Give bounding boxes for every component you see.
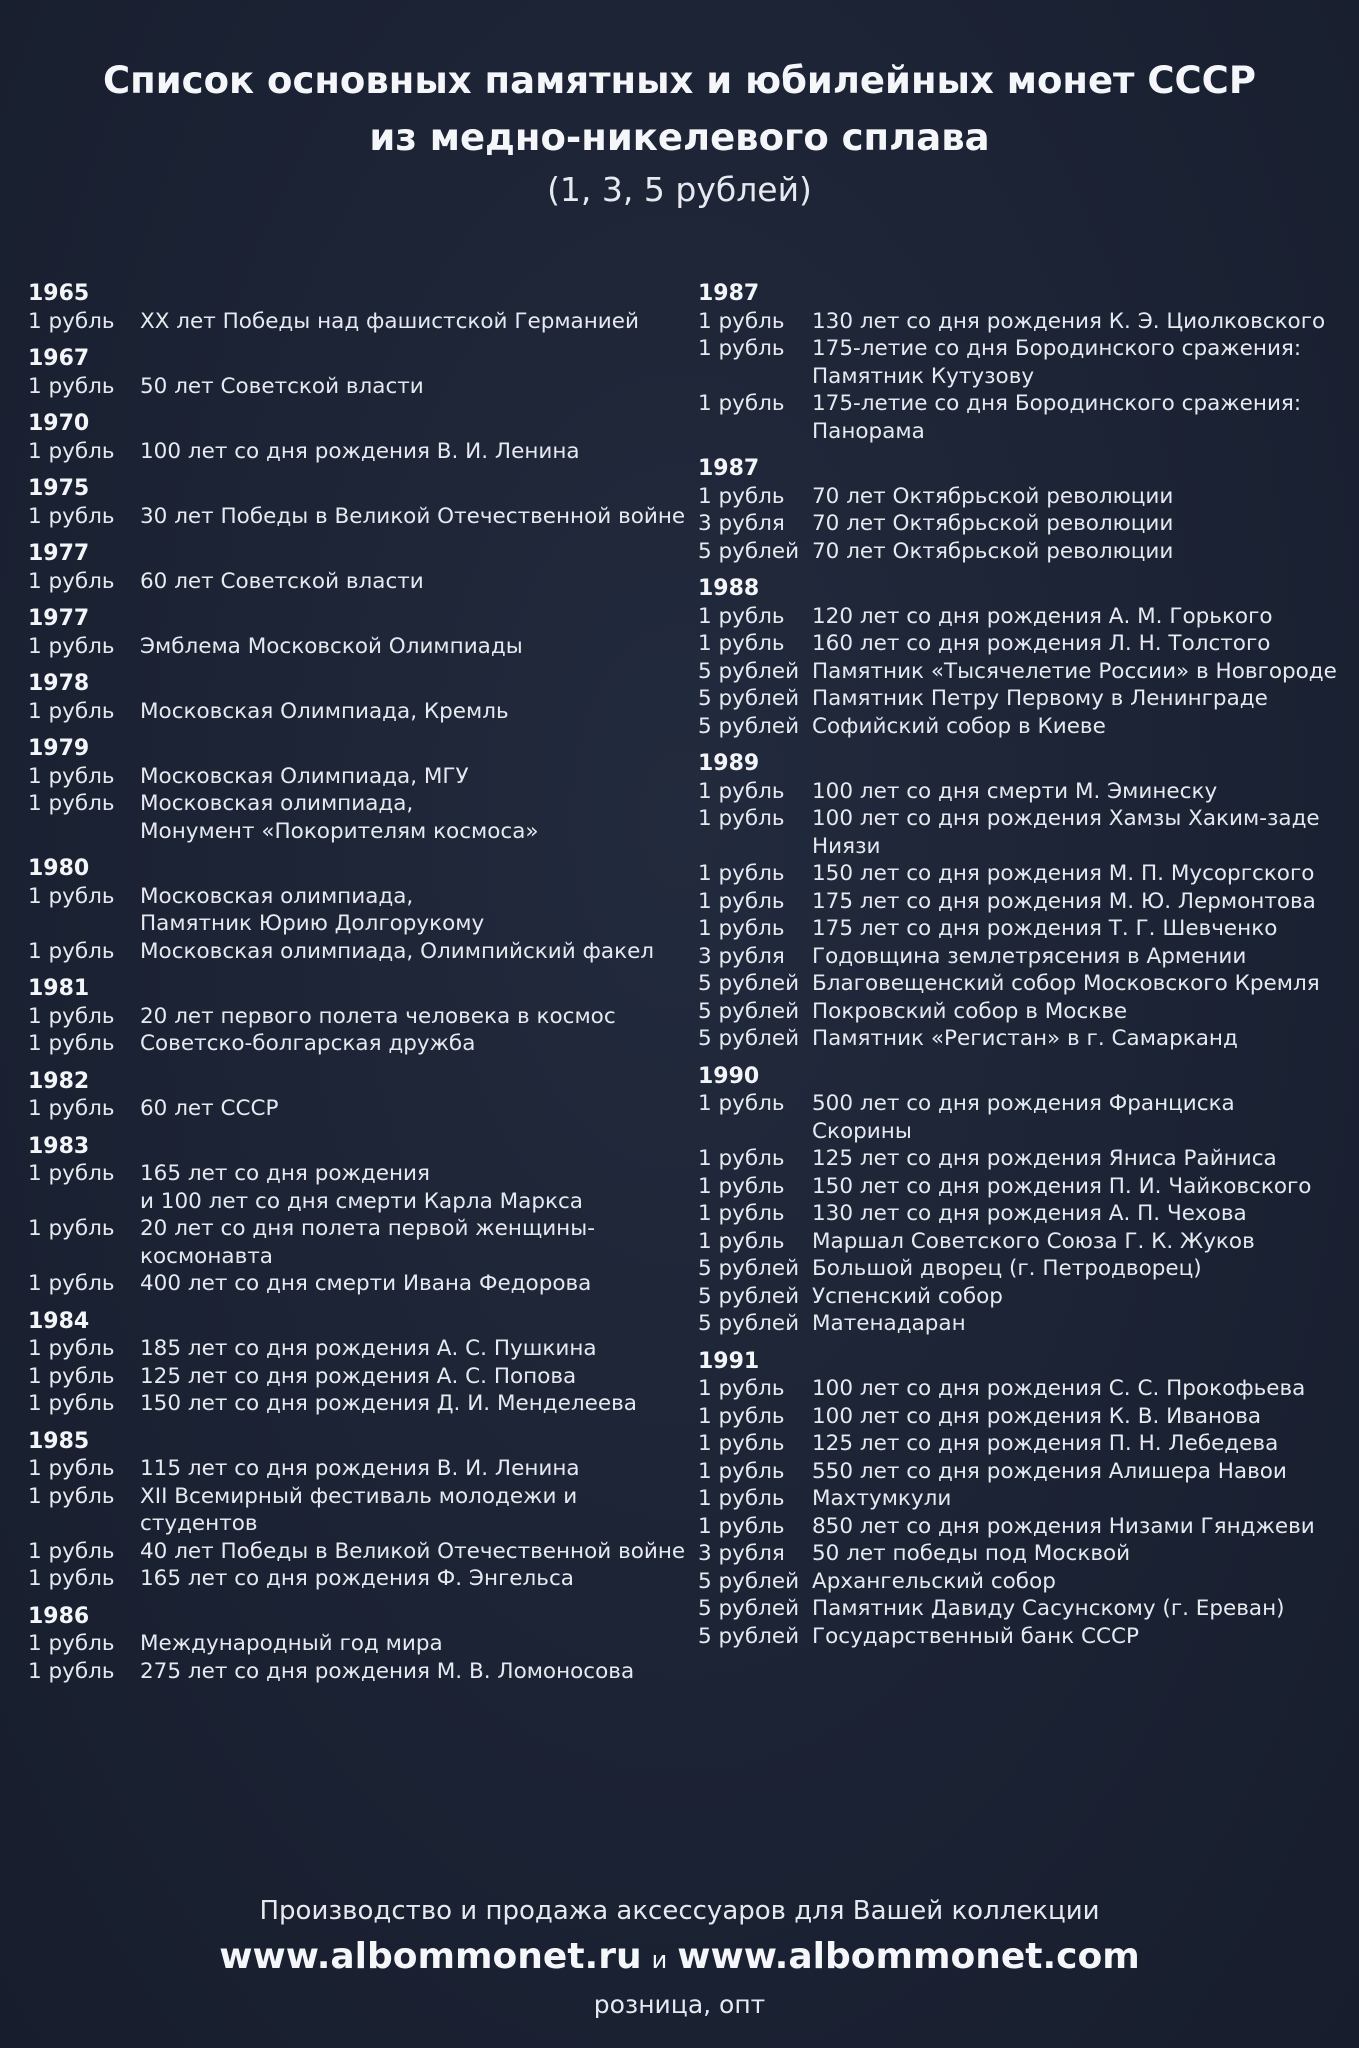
year-heading: 1984: [28, 1308, 90, 1334]
coin-list-item: [698, 1228, 1338, 1256]
coin-denomination: 1 рубль: [28, 1031, 115, 1056]
coin-denomination: 1 рубль: [28, 373, 115, 399]
year-group: [698, 1063, 1338, 1338]
year-heading: 1978: [28, 671, 90, 696]
coin-description: 150 лет со дня рождения М. П. Мусоргского: [812, 861, 1315, 886]
footer-and: и: [651, 1946, 668, 1974]
coin-list-item: [28, 1455, 688, 1483]
year-heading: 1982: [28, 1068, 90, 1094]
coin-description: 120 лет со дня рождения А. М. Горького: [812, 603, 1273, 629]
year-heading: 1987: [698, 281, 760, 306]
year-heading: 1987: [698, 456, 760, 481]
coin-denomination: 1 рубль: [28, 1161, 115, 1186]
website-link-com[interactable]: www.albommonet.com: [677, 1936, 1140, 1977]
year-group: [28, 855, 688, 965]
coin-list-item: [28, 1335, 688, 1363]
coin-list-item: [698, 1513, 1338, 1541]
coin-denomination: 5 рублей: [698, 1283, 800, 1309]
coin-list-item: [28, 1483, 688, 1538]
coin-description: 125 лет со дня рождения А. С. Попова: [140, 1363, 577, 1389]
coin-description: Московская Олимпиада, МГУ: [140, 763, 469, 789]
coin-list-item: [698, 943, 1338, 971]
coin-description: 125 лет со дня рождения Яниса Райниса: [812, 1146, 1277, 1171]
coin-list-item: [698, 685, 1338, 713]
coin-description: Московская олимпиада, Памятник Юрию Долгорукому: [140, 883, 485, 936]
coin-description: 100 лет со дня рождения Хамзы Хаким-заде Ниязи: [812, 806, 1320, 859]
coin-description: 20 лет со дня полета первой женщины- космонавта: [140, 1216, 595, 1269]
coin-description: Архангельский собор: [812, 1568, 1056, 1594]
coin-list-item: [698, 510, 1338, 538]
coin-list-item: [698, 538, 1338, 566]
coin-list-item: [698, 713, 1338, 741]
coin-denomination: 5 рублей: [698, 1026, 800, 1051]
coin-list-item: [698, 998, 1338, 1026]
coin-denomination: 1 рубль: [28, 308, 115, 334]
coin-list-item: [698, 658, 1338, 686]
coin-description: 100 лет со дня рождения К. В. Иванова: [812, 1403, 1262, 1429]
coin-list-item: [698, 1375, 1338, 1403]
page-title: [0, 52, 1359, 166]
coin-denomination: 1 рубль: [28, 791, 115, 816]
coin-list-item: [28, 438, 688, 466]
coin-description: 550 лет со дня рождения Алишера Навои: [812, 1458, 1287, 1484]
coin-description: Московская олимпиада, Олимпийский факел: [140, 938, 655, 964]
coin-list-item: [28, 568, 688, 596]
year-group: [28, 1133, 688, 1298]
coin-denomination: 1 рубль: [28, 1566, 115, 1591]
coin-list-item: [28, 1095, 688, 1123]
right-column-coin-list: [698, 280, 1338, 1650]
coin-list-item: [698, 1310, 1338, 1338]
coin-denomination: 5 рублей: [698, 686, 800, 711]
year-group: [698, 575, 1338, 740]
coin-description: Большой дворец (г. Петродворец): [812, 1256, 1202, 1281]
coin-denomination: 5 рублей: [698, 658, 800, 684]
coin-description: Памятник Петру Первому в Ленинграде: [812, 686, 1268, 711]
coin-list-item: [698, 915, 1338, 943]
coin-list-item: [698, 1145, 1338, 1173]
coin-denomination: 1 рубль: [698, 308, 785, 334]
coin-description: 70 лет Октябрьской революции: [812, 538, 1174, 564]
coin-description: 400 лет со дня смерти Ивана Федорова: [140, 1271, 592, 1296]
coin-list-item: [28, 503, 688, 531]
coin-denomination: 3 рубля: [698, 943, 785, 969]
coin-description: 115 лет со дня рождения В. И. Ленина: [140, 1456, 580, 1481]
year-heading: 1977: [28, 541, 90, 566]
coin-description: 100 лет со дня смерти М. Эминеску: [812, 778, 1218, 804]
year-group: [28, 735, 688, 845]
coin-denomination: 1 рубль: [28, 1631, 115, 1656]
coin-denomination: 1 рубль: [698, 1173, 785, 1199]
coin-list-item: [28, 938, 688, 966]
coin-list-item: [698, 390, 1338, 445]
coin-description: Памятник «Регистан» в г. Самарканд: [812, 1026, 1238, 1051]
coin-denomination: 1 рубль: [698, 603, 785, 629]
coin-description: 160 лет со дня рождения Л. Н. Толстого: [812, 631, 1271, 656]
coin-denomination: 1 рубль: [28, 1216, 115, 1241]
coin-denomination: 1 рубль: [28, 938, 115, 964]
coin-list-item: [698, 1430, 1338, 1458]
coin-denomination: 1 рубль: [28, 503, 115, 529]
year-group: [28, 540, 688, 595]
coin-denomination: 1 рубль: [28, 633, 115, 659]
coin-description: Матенадаран: [812, 1311, 966, 1336]
coin-description: 175 лет со дня рождения М. Ю. Лермонтова: [812, 888, 1316, 914]
year-heading: 1979: [28, 736, 90, 761]
coin-list-item: [28, 373, 688, 401]
coin-list-item: [698, 483, 1338, 511]
year-heading: 1975: [28, 476, 90, 501]
year-heading: 1981: [28, 976, 90, 1001]
coin-list-item: [698, 1403, 1338, 1431]
coin-list-item: [698, 1595, 1338, 1623]
coin-description: Государственный банк СССР: [812, 1623, 1139, 1649]
year-group: [698, 750, 1338, 1053]
coin-list-item: [698, 860, 1338, 888]
coin-description: Эмблема Московской Олимпиады: [140, 633, 523, 659]
coin-description: 100 лет со дня рождения С. С. Прокофьева: [812, 1376, 1306, 1401]
coin-list-item: [698, 308, 1338, 336]
coin-denomination: 1 рубль: [698, 336, 785, 361]
coin-denomination: 1 рубль: [28, 1456, 115, 1481]
coin-denomination: 1 рубль: [698, 1228, 785, 1254]
title-line-2: из медно-никелевого сплава: [369, 116, 990, 159]
year-group: [28, 1428, 688, 1593]
coin-denomination: 5 рублей: [698, 1311, 800, 1336]
coin-description: 70 лет Октябрьской революции: [812, 483, 1174, 509]
coin-list-item: [28, 1003, 688, 1031]
coin-denomination: 1 рубль: [698, 888, 785, 914]
coin-denomination: 3 рубля: [698, 1541, 785, 1566]
coin-list-item: [28, 1030, 688, 1058]
year-group: [28, 1308, 688, 1418]
coin-list-item: [698, 970, 1338, 998]
coin-list-item: [698, 1255, 1338, 1283]
coin-description: Памятник «Тысячелетие России» в Новгороде: [812, 658, 1337, 684]
year-group: [698, 455, 1338, 565]
year-group: [28, 410, 688, 465]
year-group: [28, 1068, 688, 1123]
coin-list-item: [698, 1090, 1338, 1145]
coin-denomination: 1 рубль: [698, 1146, 785, 1171]
coin-list-item: [28, 763, 688, 791]
coin-denomination: 5 рублей: [698, 1568, 800, 1594]
coin-list-item: [28, 1538, 688, 1566]
coin-description: XX лет Победы над фашистской Германией: [140, 308, 639, 334]
year-heading: 1977: [28, 606, 90, 631]
coin-denomination: 1 рубль: [698, 1376, 785, 1401]
coin-description: 125 лет со дня рождения П. Н. Лебедева: [812, 1431, 1279, 1456]
coin-list-item: [28, 790, 688, 845]
coin-list-item: [28, 698, 688, 726]
coin-description: 165 лет со дня рождения Ф. Энгельса: [140, 1566, 574, 1591]
coin-list-item: [698, 778, 1338, 806]
coin-description: Успенский собор: [812, 1283, 1003, 1309]
year-group: [28, 670, 688, 725]
coin-list-item: [28, 1565, 688, 1593]
coin-denomination: 1 рубль: [698, 861, 785, 886]
coin-list-item: [698, 1540, 1338, 1568]
coin-description: Софийский собор в Киеве: [812, 713, 1106, 739]
coin-denomination: 1 рубль: [698, 391, 785, 416]
coin-description: Международный год мира: [140, 1631, 443, 1656]
coin-denomination: 1 рубль: [28, 1336, 115, 1361]
coin-denomination: 1 рубль: [698, 1431, 785, 1456]
title-line-1: Список основных памятных и юбилейных монет СССР: [103, 59, 1256, 102]
coin-denomination: 3 рубля: [698, 511, 785, 536]
coin-denomination: 1 рубль: [698, 1201, 785, 1226]
coin-description: Махтумкули: [812, 1486, 952, 1511]
coin-denomination: 1 рубль: [698, 1458, 785, 1484]
year-group: [28, 605, 688, 660]
coin-denomination: 1 рубль: [28, 1363, 115, 1389]
footer-retail: розница, опт: [593, 1990, 766, 2019]
coin-description: Советско-болгарская дружба: [140, 1031, 476, 1056]
coin-denomination: 1 рубль: [28, 438, 115, 464]
year-group: [698, 1348, 1338, 1651]
year-heading: 1986: [28, 1603, 90, 1629]
coin-description: 175-летие со дня Бородинского сражения: Памятник Кутузову: [812, 336, 1302, 389]
coin-list-item: [698, 1173, 1338, 1201]
coin-denomination: 1 рубль: [28, 1658, 115, 1684]
coin-list-item: [28, 1390, 688, 1418]
coin-denomination: 1 рубль: [28, 1096, 115, 1121]
year-heading: 1980: [28, 856, 90, 881]
footer-tagline: Производство и продажа аксессуаров для Вашей коллекции: [259, 1896, 1100, 1926]
coin-list-item: [28, 1270, 688, 1298]
coin-description: Московская Олимпиада, Кремль: [140, 698, 509, 724]
year-group: [28, 475, 688, 530]
coin-list-item: [698, 1025, 1338, 1053]
coin-list-item: [698, 630, 1338, 658]
coin-list-item: [28, 1215, 688, 1270]
coin-description: 150 лет со дня рождения Д. И. Менделеева: [140, 1391, 637, 1416]
coin-description: Московская олимпиада, Монумент «Покорителям космоса»: [140, 791, 539, 844]
coin-description: 175-летие со дня Бородинского сражения: Панорама: [812, 391, 1302, 444]
coin-list-item: [698, 603, 1338, 631]
coin-denomination: 5 рублей: [698, 1256, 800, 1281]
coin-description: 130 лет со дня рождения К. Э. Циолковского: [812, 308, 1326, 334]
coin-description: 185 лет со дня рождения А. С. Пушкина: [140, 1336, 597, 1361]
coin-list-item: [28, 1630, 688, 1658]
year-heading: 1991: [698, 1348, 760, 1374]
coin-list-item: [698, 805, 1338, 860]
coin-denomination: 1 рубль: [698, 806, 785, 831]
year-heading: 1989: [698, 751, 760, 776]
year-heading: 1970: [28, 411, 90, 436]
coin-description: 275 лет со дня рождения М. В. Ломоносова: [140, 1658, 635, 1684]
coin-denomination: 5 рублей: [698, 1596, 800, 1621]
coin-denomination: 1 рубль: [28, 763, 115, 789]
coin-description: 20 лет первого полета человека в космос: [140, 1003, 616, 1029]
year-heading: 1988: [698, 576, 760, 601]
coin-denomination: 1 рубль: [28, 1003, 115, 1029]
coin-description: 50 лет Советской власти: [140, 373, 424, 399]
coin-description: 60 лет Советской власти: [140, 568, 424, 594]
year-heading: 1985: [28, 1428, 90, 1454]
year-group: [28, 280, 688, 335]
coin-denomination: 1 рубль: [698, 1091, 785, 1116]
coin-description: 70 лет Октябрьской революции: [812, 511, 1174, 536]
coin-description: Благовещенский собор Московского Кремля: [812, 971, 1320, 996]
coin-denomination: 5 рублей: [698, 971, 800, 996]
year-group: [28, 345, 688, 400]
left-column-coin-list: [28, 280, 688, 1685]
coin-denomination: 1 рубль: [698, 1513, 785, 1539]
coin-description: 60 лет СССР: [140, 1096, 279, 1121]
page-subtitle: (1, 3, 5 рублей): [547, 170, 812, 209]
year-heading: 1990: [698, 1063, 760, 1089]
year-heading: 1967: [28, 346, 90, 371]
coin-list-item: [28, 1363, 688, 1391]
coin-description: 40 лет Победы в Великой Отечественной войне: [140, 1538, 686, 1564]
coin-description: 130 лет со дня рождения А. П. Чехова: [812, 1201, 1247, 1226]
coin-list-item: [28, 883, 688, 938]
coin-denomination: 1 рубль: [698, 1486, 785, 1511]
coin-denomination: 1 рубль: [28, 698, 115, 724]
coin-denomination: 5 рублей: [698, 998, 800, 1024]
coin-description: 175 лет со дня рождения Т. Г. Шевченко: [812, 916, 1278, 941]
coin-description: Годовщина землетрясения в Армении: [812, 943, 1247, 969]
coin-denomination: 1 рубль: [698, 778, 785, 804]
year-group: [28, 1603, 688, 1686]
coin-denomination: 1 рубль: [698, 631, 785, 656]
coin-description: 500 лет со дня рождения Франциска Скорины: [812, 1091, 1235, 1144]
coin-list-item: [28, 633, 688, 661]
year-group: [28, 975, 688, 1058]
coin-denomination: 1 рубль: [28, 568, 115, 594]
coin-list-item: [28, 308, 688, 336]
coin-description: XII Всемирный фестиваль молодежи и студентов: [140, 1483, 578, 1536]
coin-list-item: [698, 1458, 1338, 1486]
coin-description: 30 лет Победы в Великой Отечественной войне: [140, 503, 686, 529]
coin-denomination: 1 рубль: [698, 483, 785, 509]
coin-denomination: 5 рублей: [698, 538, 800, 564]
coin-list-item: [698, 1623, 1338, 1651]
coin-description: Памятник Давиду Сасунскому (г. Ереван): [812, 1596, 1285, 1621]
coin-description: 850 лет со дня рождения Низами Гянджеви: [812, 1513, 1315, 1539]
coin-description: 165 лет со дня рождения и 100 лет со дня смерти Карла Маркса: [140, 1161, 583, 1214]
coin-list-item: [698, 888, 1338, 916]
year-heading: 1983: [28, 1133, 90, 1159]
coin-denomination: 1 рубль: [28, 1483, 115, 1509]
coin-list-item: [28, 1658, 688, 1686]
year-group: [698, 280, 1338, 445]
coin-description: Покровский собор в Москве: [812, 998, 1128, 1024]
coin-denomination: 5 рублей: [698, 1623, 800, 1649]
coin-description: Маршал Советского Союза Г. К. Жуков: [812, 1228, 1255, 1254]
website-link-ru[interactable]: www.albommonet.ru: [219, 1936, 642, 1977]
year-heading: 1965: [28, 281, 90, 306]
coin-description: 100 лет со дня рождения В. И. Ленина: [140, 438, 580, 464]
coin-denomination: 5 рублей: [698, 713, 800, 739]
coin-denomination: 1 рубль: [28, 1538, 115, 1564]
coin-denomination: 1 рубль: [28, 1271, 115, 1296]
coin-list-item: [28, 1160, 688, 1215]
coin-list-item: [698, 1568, 1338, 1596]
coin-list-item: [698, 335, 1338, 390]
coin-description: 50 лет победы под Москвой: [812, 1541, 1131, 1566]
coin-description: 150 лет со дня рождения П. И. Чайковского: [812, 1173, 1312, 1199]
coin-list-item: [698, 1200, 1338, 1228]
coin-denomination: 1 рубль: [698, 916, 785, 941]
coin-denomination: 1 рубль: [28, 883, 115, 909]
coin-list-item: [698, 1485, 1338, 1513]
coin-denomination: 1 рубль: [28, 1391, 115, 1416]
footer-websites: [0, 1936, 1359, 1977]
coin-list-item: [698, 1283, 1338, 1311]
coin-denomination: 1 рубль: [698, 1403, 785, 1429]
